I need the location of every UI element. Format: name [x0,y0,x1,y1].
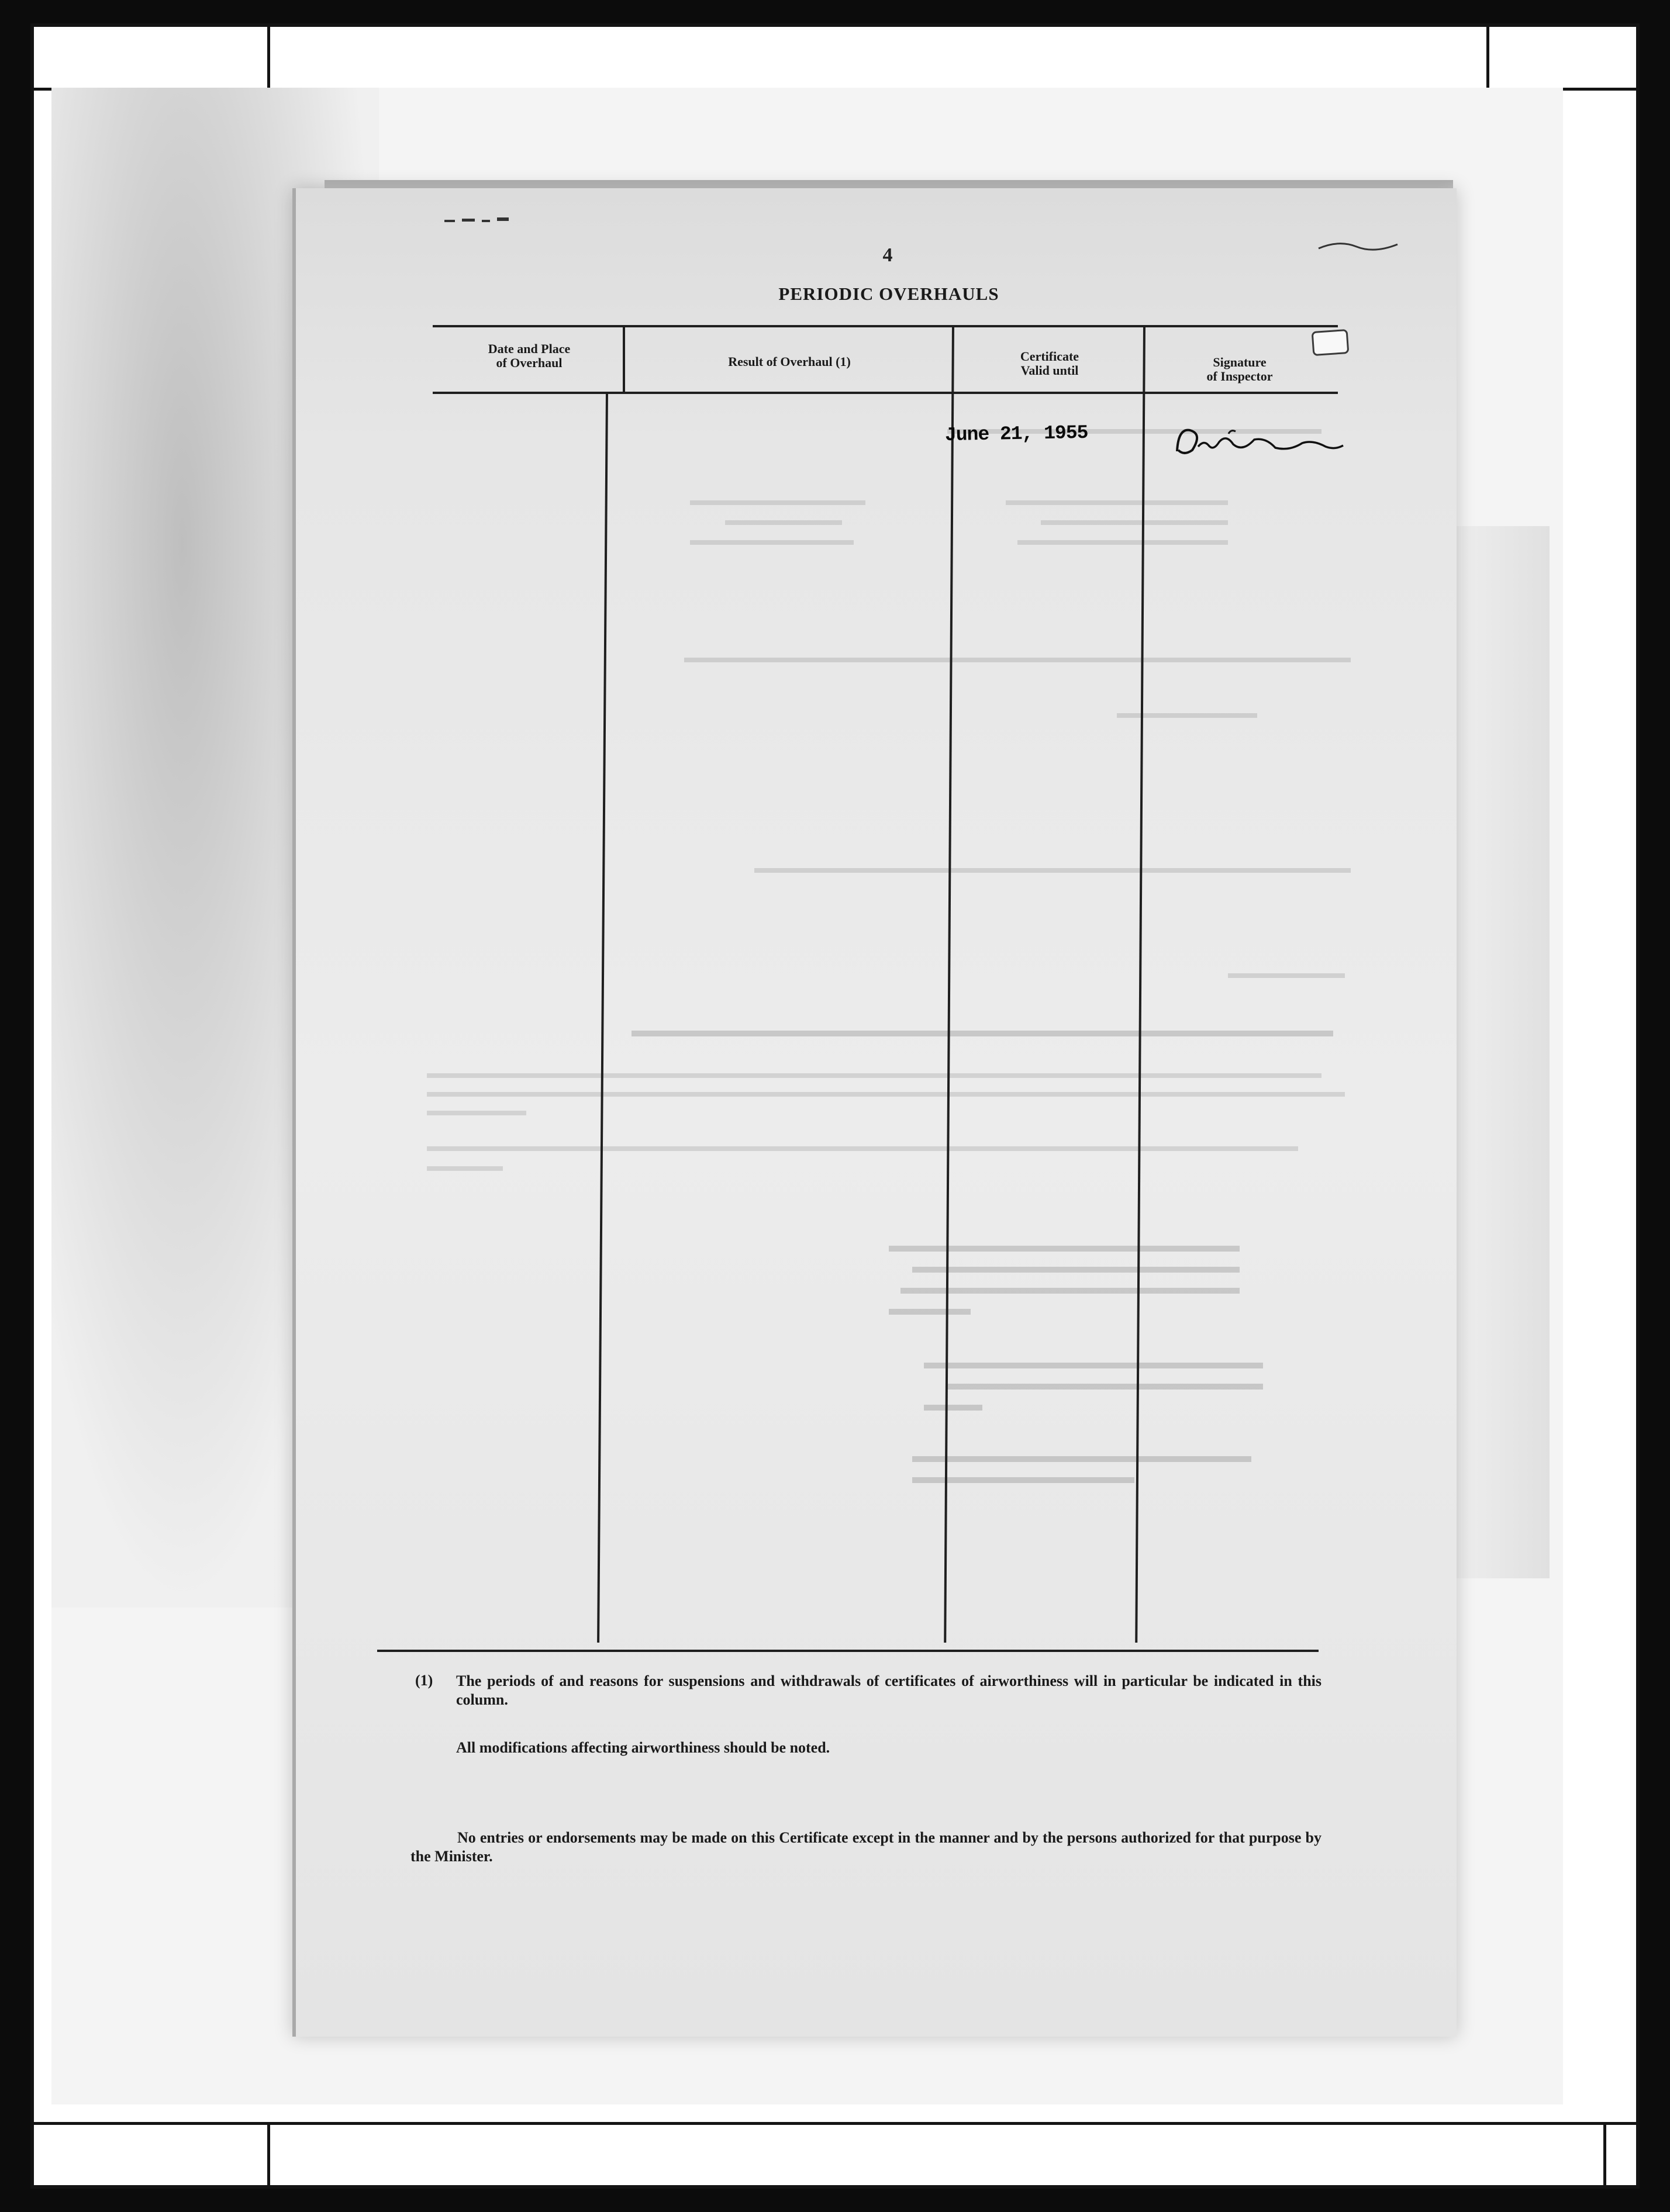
footnote-text: The periods of and reasons for suspensions and withdrawals of certificates of airworthiness will in particular be indicated in this column. [456,1672,1321,1708]
bleed-through-text [602,1026,1333,1043]
sprocket-line-bottom [30,2122,1640,2125]
bleed-through-text [1082,967,1345,985]
bleed-through-text [421,1143,1345,1184]
column-header-line: of Overhaul [496,355,563,370]
table-bottom-rule [377,1650,1319,1652]
modifications-note: All modifications affecting airworthiness should be noted. [456,1739,830,1756]
table-top-rule [433,325,1338,327]
bleed-through-text [912,1359,1263,1423]
column-header-result [637,355,941,369]
bleed-through-text [649,652,1351,669]
signature-scrawl [1172,416,1348,463]
column-header-date-place [444,342,614,370]
column-header-line: Valid until [1020,363,1079,378]
footnote-marker: (1) [415,1672,433,1689]
inspector-signature [1172,416,1348,463]
frame-divider [267,2122,270,2189]
frame-border-bottom [30,2185,1640,2189]
bleed-through-text [1082,707,1257,725]
page-number: 4 [882,244,893,266]
column-header-line: Certificate [1020,349,1079,364]
column-header-line: Signature [1213,355,1267,369]
column-header-line: Date and Place [488,341,571,356]
column-header-signature [1155,355,1324,383]
frame-divider [1486,23,1489,91]
page-marks [1316,234,1403,257]
column-header-line: Result of Overhaul (1) [728,354,851,369]
frame-border-left [30,23,34,2189]
page-marks [444,215,515,227]
column-header-valid-until [965,350,1134,378]
certificate-valid-until-date: June 21, 1955 [944,421,1088,447]
frame-border-top [30,23,1640,27]
page-title: PERIODIC OVERHAULS [778,284,999,304]
bleed-through-text [865,1242,1240,1324]
table-header-rule [433,392,1338,394]
column-divider [623,326,625,394]
bleed-through-text [900,1453,1251,1494]
bleed-through-text [421,1070,1345,1122]
signature-name [1172,416,1174,417]
frame-border-right [1636,23,1640,2189]
bleed-through-text [719,862,1351,880]
bleed-through-text [585,497,1228,561]
column-header-line: of Inspector [1206,369,1273,383]
frame-divider [1603,2122,1606,2189]
paper-clip-mark [1312,329,1350,356]
endorsement-notice: No entries or endorsements may be made on this Certificate except in the manner and by the persons authorized for that purpose by the Minister. [410,1829,1321,1865]
frame-divider [267,23,270,91]
